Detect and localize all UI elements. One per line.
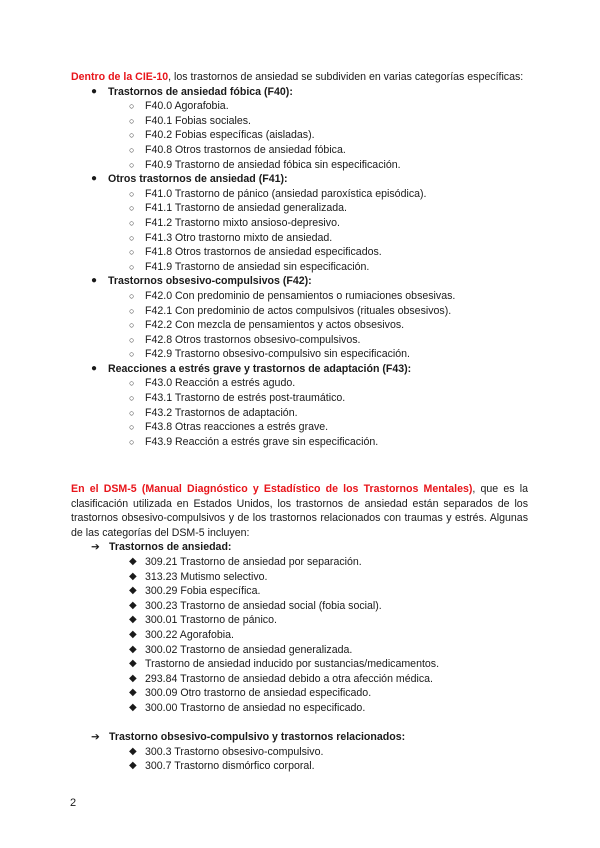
cie-code-text: F43.9 Reacción a estrés grave sin especificación. <box>145 435 379 448</box>
cie-code-item <box>71 376 528 391</box>
circle-bullet-icon: ○ <box>129 188 135 199</box>
cie-code-text: F43.8 Otras reacciones a estrés grave. <box>145 421 329 434</box>
dsm-category-title: Trastornos de ansiedad: <box>109 541 232 554</box>
circle-bullet-icon: ○ <box>129 378 135 389</box>
dsm-code-text: Trastorno de ansiedad inducido por sustancias/medicamentos. <box>145 658 440 671</box>
cie-code-text: F41.2 Trastorno mixto ansioso-depresivo. <box>145 216 340 229</box>
cie-code-text: F40.2 Fobias específicas (aisladas). <box>145 129 315 142</box>
dsm-intro <box>71 482 528 540</box>
cie-code-text: F42.2 Con mezcla de pensamientos y actos obsesivos. <box>145 319 405 332</box>
dsm-code-text: 300.7 Trastorno dismórfico corporal. <box>145 760 315 773</box>
diamond-bullet-icon: ◆ <box>129 614 137 626</box>
diamond-bullet-icon: ◆ <box>129 745 137 757</box>
arrow-icon: ➔ <box>91 541 100 554</box>
cie-code-text: F43.1 Trastorno de estrés post-traumático. <box>145 392 346 405</box>
circle-bullet-icon: ○ <box>129 247 135 258</box>
cie-category-title: Reacciones a estrés grave y trastornos de adaptación (F43): <box>108 362 412 375</box>
cie-code-text: F40.8 Otros trastornos de ansiedad fóbica. <box>145 143 346 156</box>
cie-category <box>71 172 528 187</box>
diamond-bullet-icon: ◆ <box>129 643 137 655</box>
circle-bullet-icon: ○ <box>129 436 135 447</box>
cie-code-item <box>71 216 528 231</box>
circle-bullet-icon: ○ <box>129 101 135 112</box>
cie-category <box>71 362 528 377</box>
cie-code-item <box>71 304 528 319</box>
cie-code-item <box>71 99 528 114</box>
cie-code-item <box>71 201 528 216</box>
dsm-code-text: 300.09 Otro trastorno de ansiedad especificado. <box>145 687 372 700</box>
bullet-icon: ● <box>91 275 98 287</box>
circle-bullet-icon: ○ <box>129 217 135 228</box>
dsm-section <box>71 482 528 774</box>
cie-category <box>71 274 528 289</box>
diamond-bullet-icon: ◆ <box>129 658 137 670</box>
cie-category-list <box>71 85 528 450</box>
cie-code-item <box>71 333 528 348</box>
circle-bullet-icon: ○ <box>129 144 135 155</box>
cie-intro-highlight: Dentro de la CIE-10 <box>71 71 169 83</box>
diamond-bullet-icon: ◆ <box>129 701 137 713</box>
circle-bullet-icon: ○ <box>129 393 135 404</box>
cie-code-text: F42.9 Trastorno obsesivo-compulsivo sin especificación. <box>145 348 410 361</box>
dsm-code-item <box>71 643 528 658</box>
diamond-bullet-icon: ◆ <box>129 570 137 582</box>
cie-intro-text: , los trastornos de ansiedad se subdividen en varias categorías específicas: <box>168 71 524 83</box>
dsm-category-list <box>71 540 528 774</box>
bullet-icon: ● <box>91 173 98 185</box>
cie-category-title: Trastornos de ansiedad fóbica (F40): <box>108 85 293 98</box>
dsm-category <box>71 540 528 555</box>
cie-intro <box>71 70 528 85</box>
cie-code-text: F42.8 Otros trastornos obsesivo-compulsivos. <box>145 333 361 346</box>
bullet-icon: ● <box>91 85 98 97</box>
diamond-bullet-icon: ◆ <box>129 628 137 640</box>
arrow-icon: ➔ <box>91 731 100 744</box>
cie-code-text: F40.9 Trastorno de ansiedad fóbica sin especificación. <box>145 158 401 171</box>
dsm-code-text: 309.21 Trastorno de ansiedad por separación. <box>145 555 362 568</box>
cie-code-item <box>71 435 528 450</box>
dsm-code-item <box>71 555 528 570</box>
dsm-code-text: 300.00 Trastorno de ansiedad no especificado. <box>145 701 366 714</box>
dsm-code-text: 300.01 Trastorno de pánico. <box>145 614 277 627</box>
cie-category <box>71 85 528 100</box>
dsm-code-item <box>71 759 528 774</box>
cie-code-item <box>71 420 528 435</box>
cie-code-text: F41.1 Trastorno de ansiedad generalizada. <box>145 202 348 215</box>
dsm-category-title: Trastorno obsesivo-compulsivo y trastornos relacionados: <box>109 731 406 744</box>
dsm-code-text: 300.02 Trastorno de ansiedad generalizada. <box>145 643 353 656</box>
circle-bullet-icon: ○ <box>129 232 135 243</box>
dsm-code-text: 300.3 Trastorno obsesivo-compulsivo. <box>145 745 324 758</box>
spacer <box>71 716 528 731</box>
cie-code-text: F41.3 Otro trastorno mixto de ansiedad. <box>145 231 333 244</box>
cie-code-text: F41.8 Otros trastornos de ansiedad especificados. <box>145 246 382 259</box>
cie-code-item <box>71 245 528 260</box>
circle-bullet-icon: ○ <box>129 130 135 141</box>
diamond-bullet-icon: ◆ <box>129 672 137 684</box>
cie-code-text: F41.9 Trastorno de ansiedad sin especificación. <box>145 260 370 273</box>
cie-code-item <box>71 406 528 421</box>
cie-code-item <box>71 391 528 406</box>
diamond-bullet-icon: ◆ <box>129 555 137 567</box>
circle-bullet-icon: ○ <box>129 159 135 170</box>
cie-code-item <box>71 187 528 202</box>
cie-code-item <box>71 289 528 304</box>
cie-section <box>71 70 528 449</box>
dsm-code-item <box>71 570 528 585</box>
dsm-code-item <box>71 745 528 760</box>
page-number: 2 <box>70 797 77 809</box>
cie-code-item <box>71 231 528 246</box>
circle-bullet-icon: ○ <box>129 115 135 126</box>
cie-code-item <box>71 143 528 158</box>
diamond-bullet-icon: ◆ <box>129 760 137 772</box>
circle-bullet-icon: ○ <box>129 261 135 272</box>
cie-category-title: Otros trastornos de ansiedad (F41): <box>108 173 288 186</box>
diamond-bullet-icon: ◆ <box>129 599 137 611</box>
circle-bullet-icon: ○ <box>129 349 135 360</box>
circle-bullet-icon: ○ <box>129 305 135 316</box>
circle-bullet-icon: ○ <box>129 407 135 418</box>
dsm-code-text: 313.23 Mutismo selectivo. <box>145 570 268 583</box>
diamond-bullet-icon: ◆ <box>129 687 137 699</box>
dsm-code-text: 300.23 Trastorno de ansiedad social (fobia social). <box>145 599 382 612</box>
cie-code-text: F40.1 Fobias sociales. <box>145 114 251 127</box>
circle-bullet-icon: ○ <box>129 334 135 345</box>
bullet-icon: ● <box>91 362 98 374</box>
cie-code-text: F43.2 Trastornos de adaptación. <box>145 406 298 419</box>
cie-code-item <box>71 158 528 173</box>
dsm-code-text: 300.29 Fobia específica. <box>145 585 261 598</box>
dsm-code-item <box>71 701 528 716</box>
circle-bullet-icon: ○ <box>129 320 135 331</box>
dsm-code-item <box>71 584 528 599</box>
dsm-category <box>71 730 528 745</box>
dsm-intro-highlight: En el DSM-5 (Manual Diagnóstico y Estadístico de los Trastornos Mentales) <box>71 483 473 495</box>
cie-code-item <box>71 128 528 143</box>
dsm-code-item <box>71 686 528 701</box>
diamond-bullet-icon: ◆ <box>129 585 137 597</box>
cie-code-item <box>71 318 528 333</box>
cie-code-text: F41.0 Trastorno de pánico (ansiedad paroxística episódica). <box>145 187 427 200</box>
circle-bullet-icon: ○ <box>129 422 135 433</box>
cie-category-title: Trastornos obsesivo-compulsivos (F42): <box>108 275 312 288</box>
dsm-code-text: 300.22 Agorafobia. <box>145 628 234 641</box>
dsm-code-text: 293.84 Trastorno de ansiedad debido a otra afección médica. <box>145 672 433 685</box>
dsm-code-item <box>71 672 528 687</box>
cie-code-item <box>71 114 528 129</box>
cie-code-text: F43.0 Reacción a estrés agudo. <box>145 377 296 390</box>
cie-code-item <box>71 260 528 275</box>
cie-code-text: F40.0 Agorafobia. <box>145 100 229 113</box>
dsm-code-item <box>71 599 528 614</box>
dsm-code-item <box>71 657 528 672</box>
circle-bullet-icon: ○ <box>129 203 135 214</box>
dsm-code-item <box>71 613 528 628</box>
dsm-intro-text: , que es la clasificación utilizada en Estados Unidos, los trastornos de ansiedad están separados de los trastornos obsesivo-compulsivos y de los trastornos relacionados con traumas y estrés. Algunas de las categorías del DSM-5 incluyen: <box>71 483 528 539</box>
cie-code-item <box>71 347 528 362</box>
cie-code-text: F42.1 Con predominio de actos compulsivos (rituales obsesivos). <box>145 304 452 317</box>
dsm-code-item <box>71 628 528 643</box>
circle-bullet-icon: ○ <box>129 290 135 301</box>
cie-code-text: F42.0 Con predominio de pensamientos o rumiaciones obsesivas. <box>145 289 456 302</box>
